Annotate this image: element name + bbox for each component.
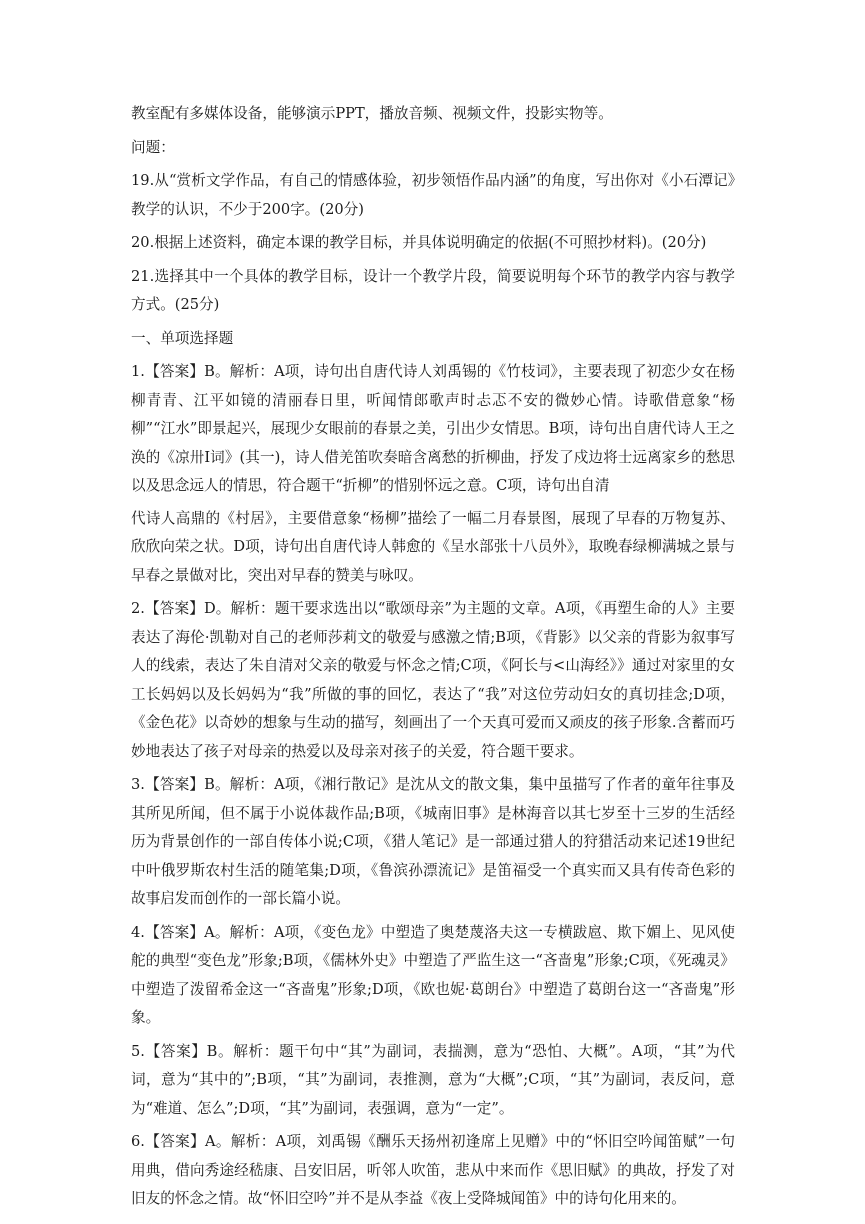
section-heading-single-choice: 一、单项选择题 <box>131 329 234 347</box>
questions-heading: 问题： <box>131 138 175 156</box>
answer-6: 6.【答案】A。解析：A项，刘禹锡《酬乐天扬州初逢席上见赠》中的“怀旧空吟闻笛赋”一句用典，借向秀途经嵇康、吕安旧居，听邻人吹笛，悲从中来而作《思旧赋》的典故，抒发了对旧友的怀念之情。故“怀旧空吟”并不是从李益《夜上受降城闻笛》中的诗句化用来的。 <box>131 1133 735 1207</box>
answer-2: 2.【答案】D。解析：题干要求选出以“歌颂母亲”为主题的文章。A项，《再塑生命的人》主要表达了海伦·凯勒对自己的老师莎莉文的敬爱与感激之情;B项，《背影》以父亲的背影为叙事写人的线索，表达了朱自清对父亲的敬爱与怀念之情;C项，《阿长与<山海经》》通过对家里的女工长妈妈以及长妈妈为“我”所做的事的回忆，表达了“我”对这位劳动妇女的真切挂念;D项，《金色花》以奇妙的想象与生动的描写，刻画出了一个天真可爱而又顽皮的孩子形象.含蓄而巧妙地表达了孩子对母亲的热爱以及母亲对孩子的关爱，符合题干要求。 <box>131 600 735 760</box>
classroom-equipment-note: 教室配有多媒体设备，能够演示PPT，播放音频、视频文件，投影实物等。 <box>131 105 613 122</box>
question-21: 21.选择其中一个具体的教学目标，设计一个教学片段，简要说明每个环节的教学内容与教学方式。(25分) <box>131 267 735 313</box>
question-19: 19.从“赏析文学作品，有自己的情感体验，初步领悟作品内涵”的角度，写出你对《小石潭记》教学的认识，不少于200字。(20分) <box>131 172 735 218</box>
answer-4: 4.【答案】A。解析：A项，《变色龙》中塑造了奥楚蔑洛夫这一专横跋扈、欺下媚上、见风使舵的典型“变色龙”形象;B项，《儒林外史》中塑造了严监生这一“吝啬鬼”形象;C项，《死魂灵》中塑造了泼留希金这一“吝啬鬼”形象;D项，《欧也妮·葛朗台》中塑造了葛朗台这一“吝啬鬼”形象。 <box>131 923 735 1026</box>
document-page <box>131 100 735 1219</box>
question-20: 20.根据上述资料，确定本课的教学目标，并具体说明确定的依据(不可照抄材料)。(20分) <box>131 234 707 251</box>
answer-3: 3.【答案】B。解析：A项，《湘行散记》是沈从文的散文集，集中虽描写了作者的童年往事及其所见所闻，但不属于小说体裁作品;B项，《城南旧事》是林海音以其七岁至十三岁的生活经历为背景创作的一部自传体小说;C项，《猎人笔记》是一部通过猎人的狩猎活动来记述19世纪中叶俄罗斯农村生活的随笔集;D项，《鲁滨孙漂流记》是笛福受一个真实而又具有传奇色彩的故事启发而创作的一部长篇小说。 <box>131 776 735 907</box>
answer-1-continued: 代诗人高鼎的《村居》，主要借意象“杨柳”描绘了一幅二月春景图，展现了早春的万物复苏、欣欣向荣之状。D项，诗句出自唐代诗人韩愈的《呈水部张十八员外》，取晚春绿柳满城之景与早春之景做对比，突出对早春的赞美与咏叹。 <box>131 509 735 584</box>
answer-1: 1.【答案】B。解析：A项，诗句出自唐代诗人刘禹锡的《竹枝词》，主要表现了初恋少女在杨柳青青、江平如镜的清丽春日里，听闻情郎歌声时忐忑不安的微妙心情。诗歌借意象“杨柳”“江水”即景起兴，展现少女眼前的春景之美，引出少女情思。B项，诗句出自唐代诗人王之涣的《凉卅Ⅰ词》(其一)，诗人借羌笛吹奏暗含离愁的折柳曲，抒发了戍边将士远离家乡的愁思以及思念远人的情思，符合题干“折柳”的惜别怀远之意。C项，诗句出自清 <box>131 363 735 494</box>
answer-5: 5.【答案】B。解析：题干句中“其”为副词，表揣测，意为“恐怕、大概”。A项，“其”为代词，意为“其中的”;B项，“其”为副词，表推测，意为“大概”;C项，“其”为副词，表反问，意为“难道、怎么”;D项，“其”为副词，表强调，意为“一定”。 <box>131 1042 735 1117</box>
